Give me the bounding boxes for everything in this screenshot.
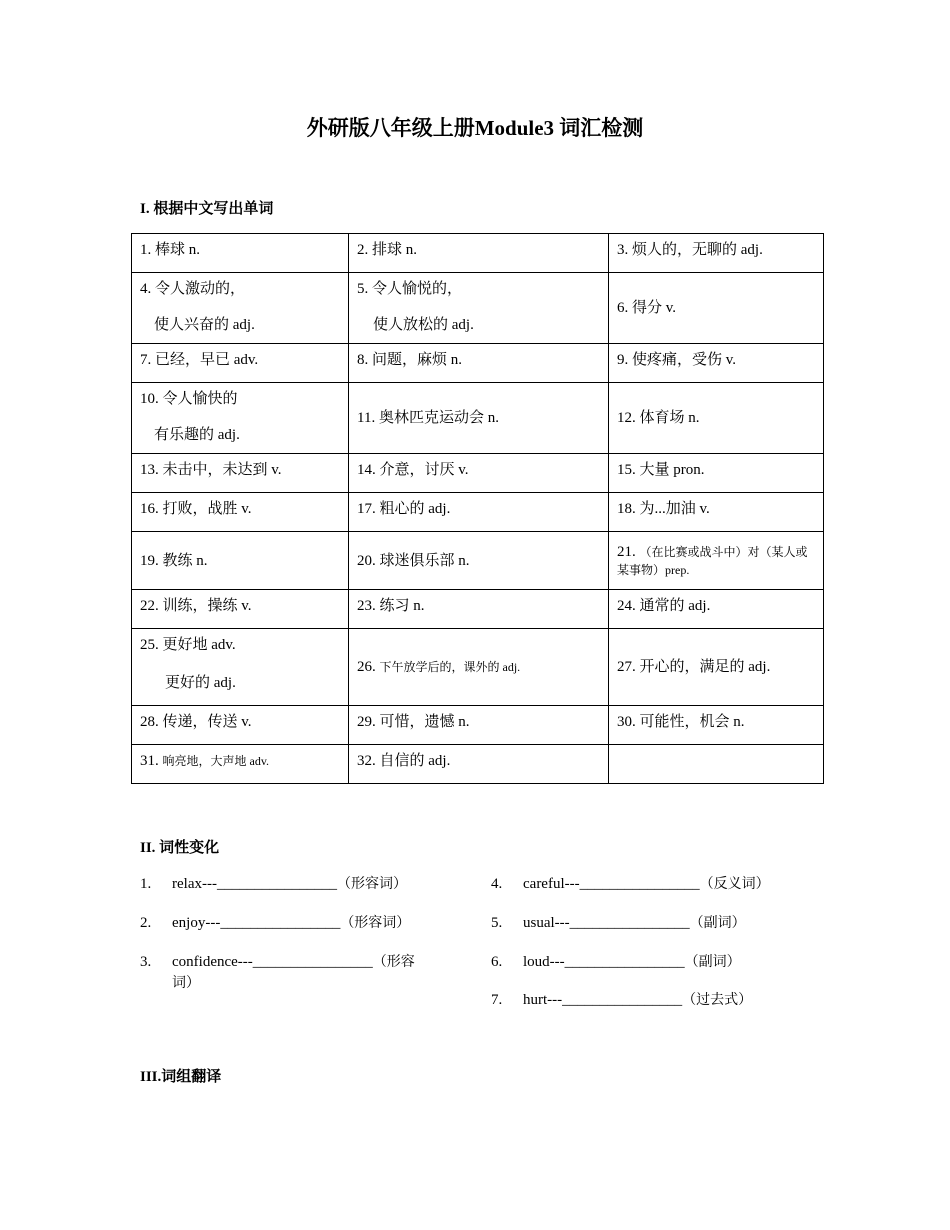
cell-text: 响亮地，大声地 adv. xyxy=(162,754,270,768)
answer-blank[interactable]: ________________ xyxy=(562,992,683,1008)
table-cell: 29. 可惜，遗憾 n. xyxy=(349,706,609,745)
section-3-heading: III.词组翻译 xyxy=(140,1069,222,1085)
item-number: 5. xyxy=(491,915,503,931)
item-number: 4. xyxy=(491,876,503,892)
table-cell: 6. 得分 v. xyxy=(609,273,824,344)
table-row xyxy=(132,590,824,629)
table-cell: 15. 大量 pron. xyxy=(609,454,824,493)
item-hint: （过去式） xyxy=(682,993,753,1008)
cell-line: 使人放松的 adj. xyxy=(373,317,474,333)
item-word: usual--- xyxy=(523,915,570,931)
cell-line: 10. 令人愉快的 xyxy=(140,391,238,407)
exercise-item xyxy=(140,913,410,934)
table-cell: 23. 练习 n. xyxy=(349,590,609,629)
table-cell: 17. 粗心的 adj. xyxy=(349,493,609,532)
table-cell: 3. 烦人的，无聊的 adj. xyxy=(609,234,824,273)
section-1-heading: I. 根据中文写出单词 xyxy=(140,201,274,217)
item-hint: （形容 xyxy=(372,955,415,970)
table-cell xyxy=(132,383,349,454)
table-cell: 14. 介意，讨厌 v. xyxy=(349,454,609,493)
item-number: 3. xyxy=(140,954,152,970)
table-cell: 18. 为...加油 v. xyxy=(609,493,824,532)
table-cell xyxy=(609,745,824,784)
table-row xyxy=(132,629,824,706)
cell-line: 使人兴奋的 adj. xyxy=(154,317,255,333)
cell-text: 下午放学后的，课外的 adj. xyxy=(379,660,521,674)
exercise-item xyxy=(140,874,407,895)
table-cell: 27. 开心的，满足的 adj. xyxy=(609,629,824,706)
cell-number: 31. xyxy=(140,753,159,769)
answer-blank[interactable]: ________________ xyxy=(564,954,685,970)
table-cell xyxy=(132,629,349,706)
table-cell: 7. 已经，早已 adv. xyxy=(132,344,349,383)
table-cell: 24. 通常的 adj. xyxy=(609,590,824,629)
item-hint: （副词） xyxy=(689,916,746,931)
table-row xyxy=(132,454,824,493)
exercise-item xyxy=(491,952,741,973)
exercise-item xyxy=(491,990,752,1011)
table-cell xyxy=(609,532,824,590)
item-hint: （形容词） xyxy=(340,916,411,931)
table-row xyxy=(132,383,824,454)
answer-blank[interactable]: ________________ xyxy=(220,915,341,931)
cell-line: 25. 更好地 adv. xyxy=(140,637,236,653)
cell-line: 4. 令人激动的， xyxy=(140,281,246,297)
cell-line: 更好的 adj. xyxy=(165,675,236,691)
table-cell xyxy=(349,273,609,344)
item-hint: 词） xyxy=(172,976,200,991)
table-cell: 16. 打败，战胜 v. xyxy=(132,493,349,532)
table-cell: 32. 自信的 adj. xyxy=(349,745,609,784)
item-word: loud--- xyxy=(523,954,565,970)
item-hint-continuation xyxy=(172,973,200,994)
table-cell: 22. 训练，操练 v. xyxy=(132,590,349,629)
cell-number: 21. xyxy=(617,543,636,560)
item-number: 6. xyxy=(491,954,503,970)
table-cell xyxy=(132,273,349,344)
page-title: 外研版八年级上册Module3 词汇检测 xyxy=(306,116,644,140)
item-number: 7. xyxy=(491,992,503,1008)
item-word: enjoy--- xyxy=(172,915,221,931)
section-2-heading: II. 词性变化 xyxy=(140,840,220,856)
table-cell: 11. 奥林匹克运动会 n. xyxy=(349,383,609,454)
table-row xyxy=(132,234,824,273)
item-number: 2. xyxy=(140,915,152,931)
answer-blank[interactable]: ________________ xyxy=(216,876,337,892)
table-cell xyxy=(349,629,609,706)
table-cell: 30. 可能性，机会 n. xyxy=(609,706,824,745)
cell-number: 26. xyxy=(357,659,376,675)
table-cell: 2. 排球 n. xyxy=(349,234,609,273)
item-word: careful--- xyxy=(523,876,580,892)
cell-text: （在比赛或战斗中）对（某人或某事物）prep. xyxy=(617,544,808,577)
answer-blank[interactable]: ________________ xyxy=(579,876,700,892)
table-cell: 12. 体育场 n. xyxy=(609,383,824,454)
item-number: 1. xyxy=(140,876,152,892)
cell-line: 5. 令人愉悦的， xyxy=(357,281,463,297)
cell-line: 有乐趣的 adj. xyxy=(154,427,240,443)
item-word: hurt--- xyxy=(523,992,563,1008)
exercise-item xyxy=(491,874,770,895)
table-cell: 8. 问题，麻烦 n. xyxy=(349,344,609,383)
item-hint: （副词） xyxy=(684,955,741,970)
table-row xyxy=(132,706,824,745)
item-word: relax--- xyxy=(172,876,217,892)
table-row xyxy=(132,493,824,532)
exercise-item xyxy=(140,952,415,973)
table-cell: 20. 球迷俱乐部 n. xyxy=(349,532,609,590)
table-row xyxy=(132,344,824,383)
table-row xyxy=(132,273,824,344)
table-cell: 9. 使疼痛，受伤 v. xyxy=(609,344,824,383)
table-cell: 19. 教练 n. xyxy=(132,532,349,590)
table-cell: 28. 传递，传送 v. xyxy=(132,706,349,745)
item-hint: （形容词） xyxy=(336,877,407,892)
table-cell: 1. 棒球 n. xyxy=(132,234,349,273)
answer-blank[interactable]: ________________ xyxy=(569,915,690,931)
exercise-item xyxy=(491,913,746,934)
table-row xyxy=(132,532,824,590)
table-cell: 13. 未击中，未达到 v. xyxy=(132,454,349,493)
answer-blank[interactable]: ________________ xyxy=(252,954,373,970)
table-cell xyxy=(132,745,349,784)
table-row xyxy=(132,745,824,784)
vocab-table xyxy=(131,233,824,784)
item-hint: （反义词） xyxy=(699,877,770,892)
item-word: confidence--- xyxy=(172,954,253,970)
